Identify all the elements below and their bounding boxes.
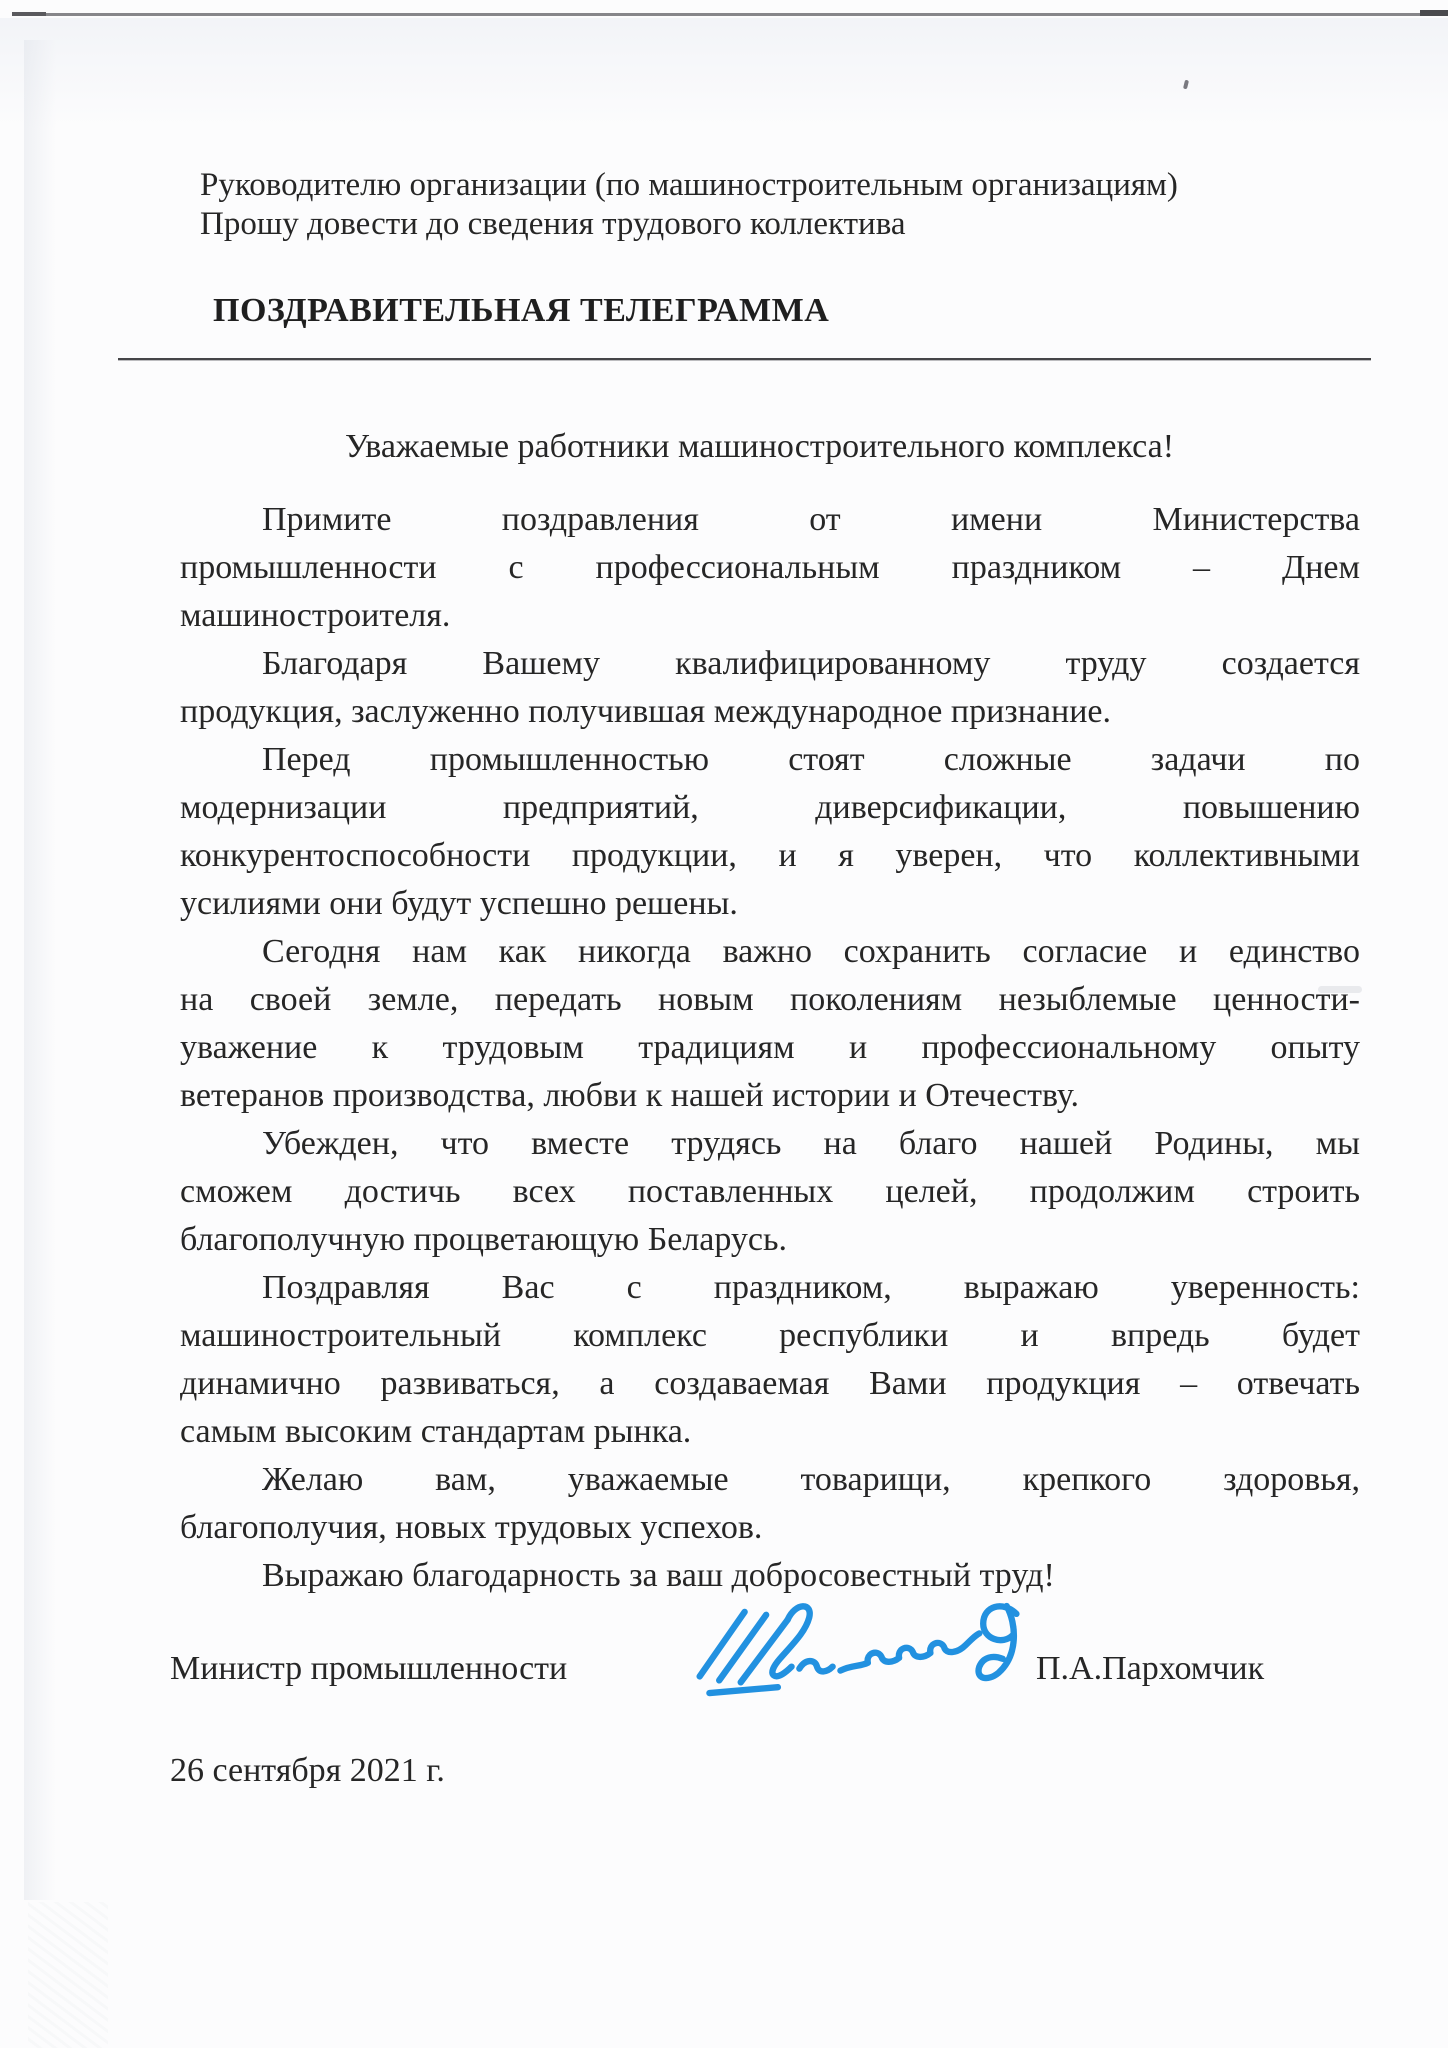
- body-line: Желаю вам, уважаемые товарищи, крепкого здоровья,: [262, 1461, 1360, 1498]
- request-line: Прошу довести до сведения трудового коллектива: [200, 206, 906, 242]
- body-line: на своей земле, передать новым поколениям незыблемые ценности-: [180, 981, 1360, 1018]
- addressee-header: [200, 166, 1178, 244]
- body-line: Сегодня нам как никогда важно сохранить согласие и единство: [262, 933, 1360, 970]
- signature-strokes: [700, 1606, 1017, 1693]
- scan-edge-mark-right: [1420, 10, 1448, 16]
- scan-edge-mark-left: [12, 12, 46, 16]
- body-line: Благодаря Вашему квалифицированному труду создается: [262, 645, 1360, 682]
- document-title: ПОЗДРАВИТЕЛЬНАЯ ТЕЛЕГРАММА: [213, 292, 830, 329]
- body-line: машиностроителя.: [180, 597, 451, 634]
- body-line: благополучия, новых трудовых успехов.: [180, 1509, 763, 1546]
- body-line: ветеранов производства, любви к нашей истории и Отечеству.: [180, 1077, 1079, 1114]
- body-line: машиностроительный комплекс республики и впредь будет: [180, 1317, 1360, 1354]
- body-line: Выражаю благодарность за ваш добросовестный труд!: [262, 1557, 1055, 1594]
- body-line: благополучную процветающую Беларусь.: [180, 1221, 788, 1258]
- body-line: Перед промышленностью стоят сложные задачи по: [262, 741, 1360, 778]
- scan-edge-line: [12, 13, 1448, 16]
- body-line: Примите поздравления от имени Министерства: [262, 501, 1360, 538]
- body-line: продукция, заслуженно получившая международное признание.: [180, 693, 1111, 730]
- body-line: Поздравляя Вас с праздником, выражаю уверенность:: [262, 1269, 1360, 1306]
- body-line: усилиями они будут успешно решены.: [180, 885, 738, 922]
- scan-noise-bottom-left: [28, 1902, 108, 2048]
- body-line: модернизации предприятий, диверсификации, повышению: [180, 789, 1360, 826]
- signature-name: П.А.Пархомчик: [1036, 1650, 1265, 1687]
- body-text: [180, 496, 1360, 1600]
- signature-ink-image: [684, 1596, 1036, 1708]
- body-line: конкурентоспособности продукции, и я уверен, что коллективными: [180, 837, 1360, 874]
- body-line: промышленности с профессиональным праздником – Днем: [180, 549, 1360, 586]
- body-line: динамично развиваться, а создаваемая Вами продукция – отвечать: [180, 1365, 1360, 1402]
- body-line: самым высоким стандартам рынка.: [180, 1413, 692, 1450]
- body-line: уважение к трудовым традициям и профессиональному опыту: [180, 1029, 1360, 1066]
- date-line: 26 сентября 2021 г.: [170, 1752, 445, 1789]
- addressee-line: Руководителю организации (по машиностроительным организациям): [200, 167, 1178, 203]
- scan-tint-left-edge: [24, 40, 56, 1900]
- title-divider-rule: [118, 358, 1371, 360]
- body-line: сможем достичь всех поставленных целей, продолжим строить: [180, 1173, 1360, 1210]
- signature-position-label: Министр промышленности: [170, 1650, 568, 1687]
- salutation: Уважаемые работники машиностроительного комплекса!: [345, 428, 1175, 465]
- body-line: Убежден, что вместе трудясь на благо нашей Родины, мы: [262, 1125, 1360, 1162]
- scan-tint-top: [0, 18, 1448, 148]
